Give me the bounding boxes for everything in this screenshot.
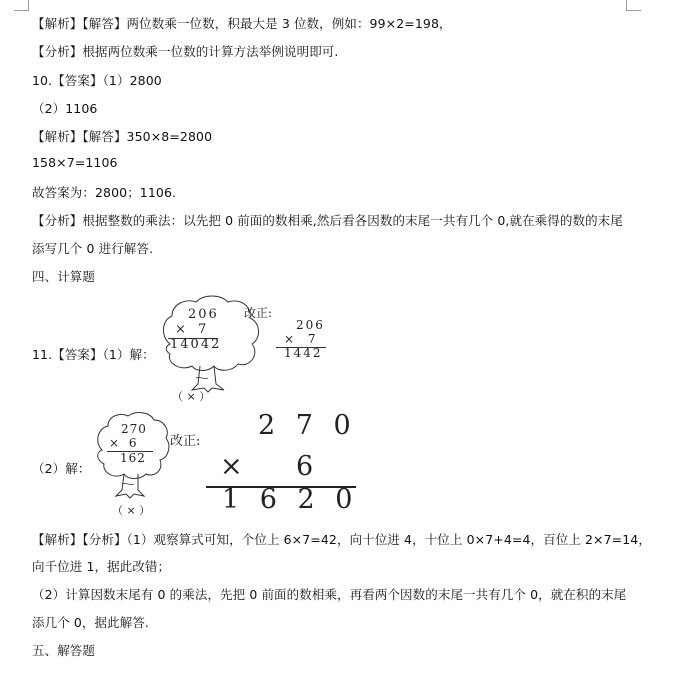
question-10-analysis: 【分析】根据整数的乘法：以先把 0 前面的数相乘,然后看各因数的末尾一共有几个 0,就在乘得的数的末尾 [32, 213, 623, 228]
section-heading-solve: 五、解答题 [32, 643, 96, 658]
question-10-conclusion: 故答案为：2800；1106. [32, 185, 177, 200]
correct-result-2: 1 6 2 0 [222, 484, 359, 515]
wrong-multiplier-1: × 7 [175, 322, 211, 337]
correction-label-1: 改正: [244, 306, 273, 320]
corner-mark-right [626, 0, 641, 11]
question-11-part-2-label: （2）解： [32, 461, 91, 476]
correct-multiplicand-2: 2 7 0 [258, 410, 357, 441]
wrong-multiplicand-2: 270 [121, 422, 147, 436]
error-mark-1: （ × ） [172, 390, 211, 403]
correction-label-2: 改正: [170, 434, 201, 449]
correct-multiplier-2: 6 [296, 451, 314, 482]
answer-line: 【解析】【解答】两位数乘一位数，积最大是 3 位数，例如：99×2=198， [32, 16, 452, 31]
wrong-result-1: 14042 [170, 337, 222, 352]
correct-multiplicand-1: 206 [296, 318, 325, 332]
question-10-answer-2: （2）1106 [32, 101, 98, 116]
wrong-multiplier-2: × 6 [109, 436, 140, 450]
question-11-analysis-2: （2）计算因数末尾有 0 的乘法，先把 0 前面的数相乘，再看两个因数的末尾一共有几个 0，就在积的末尾 [32, 587, 627, 602]
question-11-analysis-2-cont: 添几个 0，据此解答. [32, 615, 149, 630]
question-10-answer: 10.【答案】（1）2800 [32, 73, 162, 88]
error-mark-2: （ × ） [112, 504, 151, 517]
question-10-analysis-cont: 添写几个 0 进行解答. [32, 241, 154, 256]
wrong-multiplicand-1: 206 [188, 307, 219, 322]
correct-multiplier-sign-2: × [220, 451, 243, 482]
correct-result-1: 1442 [284, 346, 323, 360]
analysis-line: 【分析】根据两位数乘一位数的计算方法举例说明即可. [32, 44, 339, 59]
question-11-answer-label: 11.【答案】（1）解： [32, 347, 155, 362]
section-heading-calculation: 四、计算题 [32, 269, 96, 284]
question-10-solution-2: 158×7=1106 [32, 155, 118, 170]
correct-multiplier-1: × 7 [284, 332, 321, 346]
question-10-solution: 【解析】【解答】350×8=2800 [32, 129, 213, 144]
corner-mark-left [14, 0, 29, 11]
question-11-analysis-cont: 向千位进 1，据此改错； [32, 559, 171, 574]
wrong-result-2: 162 [120, 451, 146, 465]
question-11-analysis: 【解析】【分析】（1）观察算式可知，个位上 6×7=42，向十位进 4，十位上 0×7+4=4，百位上 2×7=14， [32, 532, 651, 547]
